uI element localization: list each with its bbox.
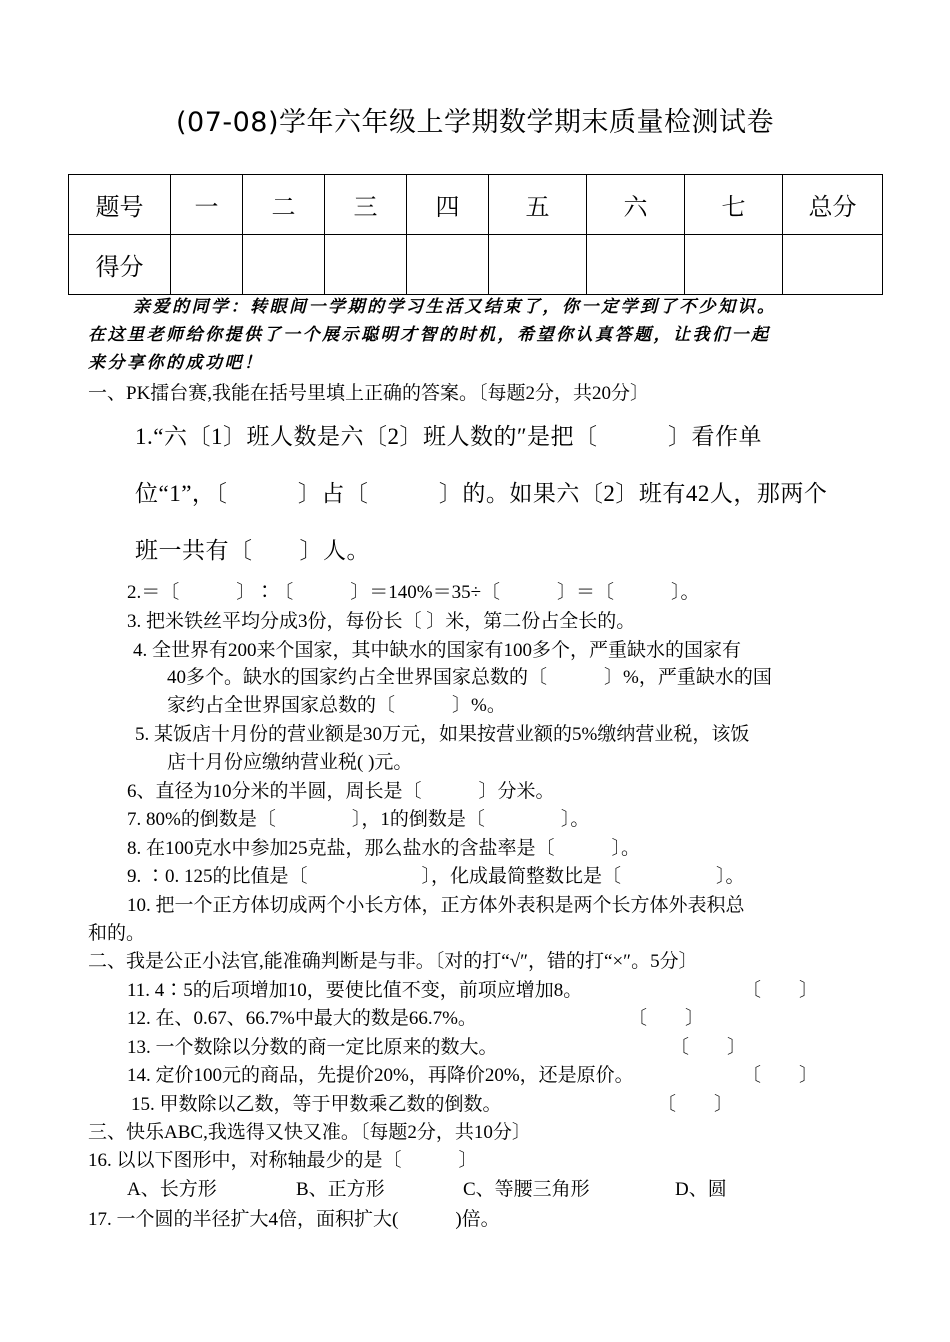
score-cell[interactable]: [325, 235, 407, 295]
question-14: 14. 定价100元的商品，先提价20%，再降价20%，还是原价。: [127, 1065, 634, 1086]
section1-heading: 一、PK擂台赛,我能在括号里填上正确的答案。〔每题2分，共20分〕: [88, 383, 650, 404]
question-6: 6、直径为10分米的半圆，周长是〔 〕分米。: [127, 781, 555, 802]
score-header-cell: 一: [171, 175, 243, 235]
page-title: (07-08)学年六年级上学期数学期末质量检测试卷: [175, 107, 775, 138]
score-header-cell: 总分: [783, 175, 883, 235]
question-4: 4. 全世界有200来个国家，其中缺水的国家有100多个，严重缺水的国家有: [133, 640, 742, 661]
section3-heading: 三、快乐ABC,我选得又快又准。〔每题2分，共10分〕: [88, 1122, 531, 1143]
score-cell[interactable]: [685, 235, 783, 295]
question-5-cont: 店十月份应缴纳营业税( )元。: [167, 752, 413, 773]
option-d[interactable]: D、圆: [675, 1179, 727, 1200]
question-4-cont: 家约占全世界国家总数的〔 〕%。: [167, 695, 506, 716]
score-header-cell: 六: [587, 175, 685, 235]
intro-line: 亲爱的同学：转眼间一学期的学习生活又结束了，你一定学到了不少知识。: [133, 297, 777, 317]
score-cell[interactable]: [587, 235, 685, 295]
option-b[interactable]: B、正方形: [296, 1179, 385, 1200]
option-a[interactable]: A、长方形: [127, 1179, 217, 1200]
score-cell[interactable]: [407, 235, 489, 295]
question-9: 9. ∶0. 125的比值是〔 〕，化成最简整数比是〔 〕。: [127, 866, 745, 887]
score-table: [68, 174, 883, 295]
section2-heading: 二、我是公正小法官,能准确判断是与非。〔对的打“√″，错的打“×″。5分〕: [88, 951, 698, 972]
question-12: 12. 在、0.67、66.7%中最大的数是66.7%。: [127, 1008, 477, 1029]
score-table-score-row: [69, 235, 883, 295]
question-3: 3. 把米铁丝平均分成3份，每份长〔 〕米，第二份占全长的。: [127, 611, 636, 632]
question-10-cont: 和的。: [88, 923, 146, 944]
score-cell[interactable]: [489, 235, 587, 295]
question-8: 8. 在100克水中参加25克盐，那么盐水的含盐率是〔 〕。: [127, 838, 641, 859]
question-17: 17. 一个圆的半径扩大4倍，面积扩大( )倍。: [88, 1209, 500, 1230]
question-4-cont: 40多个。缺水的国家约占全世界国家总数的〔 〕%，严重缺水的国: [167, 667, 772, 688]
score-header-cell: 题号: [69, 175, 171, 235]
score-header-cell: 五: [489, 175, 587, 235]
answer-blank[interactable]: 〔 〕: [657, 1094, 734, 1115]
question-1-cont: 位“1”，〔 〕占〔 〕的。如果六〔2〕班有42人，那两个: [135, 481, 828, 506]
answer-blank[interactable]: 〔 〕: [742, 1065, 819, 1086]
question-5: 5. 某饭店十月份的营业额是30万元，如果按营业额的5%缴纳营业税，该饭: [135, 724, 750, 745]
intro-line: 来分享你的成功吧！: [88, 353, 264, 373]
score-cell[interactable]: [171, 235, 243, 295]
intro-line: 在这里老师给你提供了一个展示聪明才智的时机，希望你认真答题，让我们一起: [88, 325, 771, 345]
answer-blank[interactable]: 〔 〕: [628, 1008, 705, 1029]
question-1-cont: 班一共有〔 〕人。: [135, 538, 370, 563]
score-row-label: 得分: [69, 235, 171, 295]
question-11: 11. 4∶5的后项增加10，要使比值不变，前项应增加8。: [127, 980, 583, 1001]
question-1: 1.“六〔1〕班人数是六〔2〕班人数的″是把〔 〕看作单: [135, 424, 763, 449]
question-15: 15. 甲数除以乙数，等于甲数乘乙数的倒数。: [131, 1094, 502, 1115]
answer-blank[interactable]: 〔 〕: [742, 980, 819, 1001]
score-cell[interactable]: [783, 235, 883, 295]
score-header-cell: 四: [407, 175, 489, 235]
question-13: 13. 一个数除以分数的商一定比原来的数大。: [127, 1037, 498, 1058]
question-16: 16. 以以下图形中，对称轴最少的是〔 〕: [88, 1150, 478, 1171]
question-10: 10. 把一个正方体切成两个小长方体，正方体外表积是两个长方体外表积总: [127, 895, 745, 916]
score-header-cell: 三: [325, 175, 407, 235]
question-2: 2.＝〔 〕∶〔 〕＝140%＝35÷〔 〕＝〔 〕。: [127, 582, 700, 603]
question-7: 7. 80%的倒数是〔 〕，1的倒数是〔 〕。: [127, 809, 590, 830]
score-cell[interactable]: [243, 235, 325, 295]
score-header-cell: 七: [685, 175, 783, 235]
score-header-cell: 二: [243, 175, 325, 235]
answer-blank[interactable]: 〔 〕: [670, 1037, 747, 1058]
option-c[interactable]: C、等腰三角形: [463, 1179, 590, 1200]
score-table-header-row: [69, 175, 883, 235]
